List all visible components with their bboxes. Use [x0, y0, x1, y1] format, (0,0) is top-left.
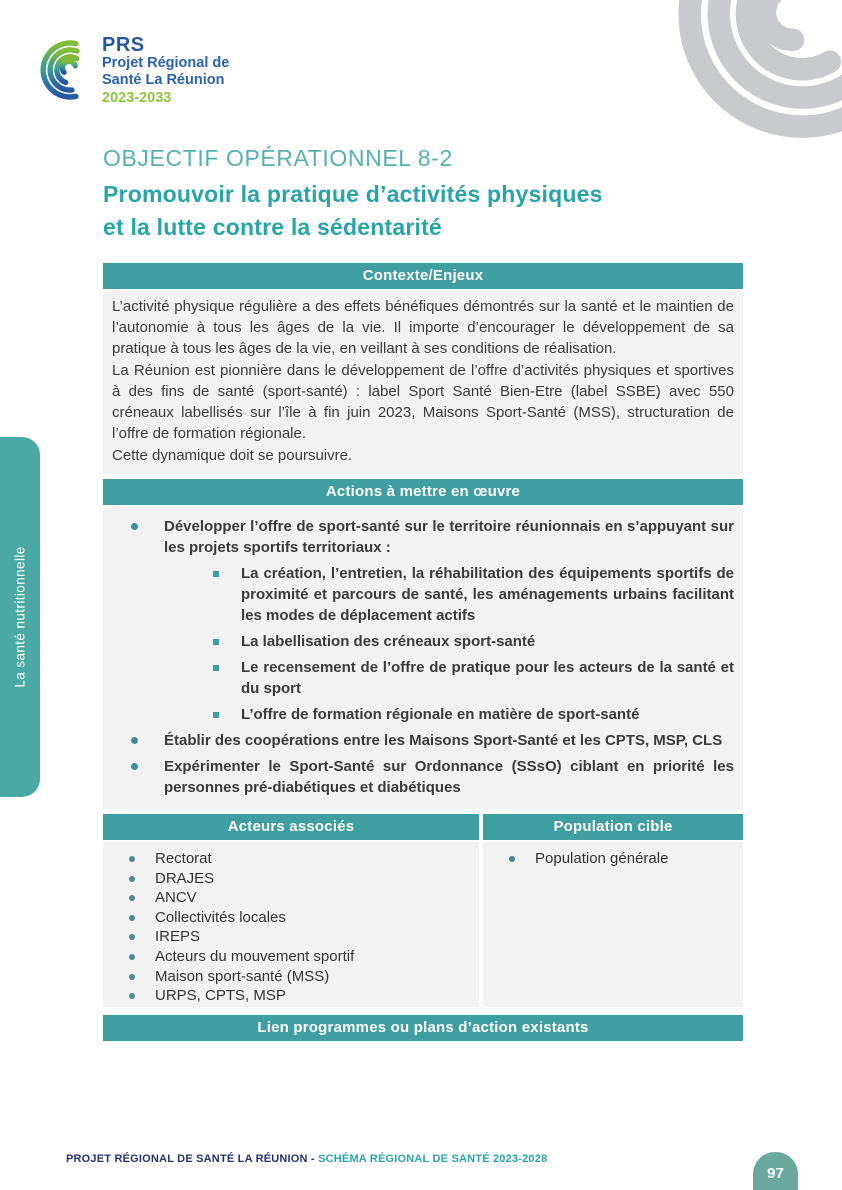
acteur-item-text: Acteurs du mouvement sportif [155, 947, 355, 965]
acteur-item-text: DRAJES [155, 869, 215, 887]
acteur-item-text: URPS, CPTS, MSP [155, 987, 286, 1005]
bullet-dot-icon [129, 895, 135, 901]
acteur-item [103, 927, 479, 947]
prs-logo [33, 33, 229, 107]
acteur-item-text: IREPS [155, 928, 201, 946]
action-item-text: L’offre de formation régionale en matière de sport-santé [241, 706, 640, 723]
chapter-tab [0, 437, 40, 797]
prs-logo-arcs-icon [33, 37, 93, 103]
action-item-text: Établir des coopérations entre les Maisons Sport-Santé et les CPTS, MSP, CLS [164, 732, 723, 749]
action-item [112, 730, 734, 751]
section-header-population: Population cible [483, 814, 743, 840]
acteur-item-text: Collectivités locales [155, 908, 286, 926]
acteur-item-text: Rectorat [155, 850, 212, 867]
bullet-dot-icon [131, 763, 138, 770]
action-item-text: La création, l’entretien, la réhabilitation des équipements sportifs de proximité et parcours de santé, les aménagements urbains facilitant les modes de déplacement actifs [241, 565, 734, 624]
action-item-text: Le recensement de l’offre de pratique pour les acteurs de la santé et du sport [241, 659, 734, 697]
bullet-dot-icon [129, 993, 135, 999]
section-population [483, 814, 743, 1007]
bullet-square-icon [213, 665, 219, 671]
page-number-badge: 97 [753, 1152, 798, 1190]
action-item-text: La labellisation des créneaux sport-santé [241, 633, 536, 650]
page-title-line2: et la lutte contre la sédentarité [103, 214, 442, 240]
bullet-square-icon [213, 639, 219, 645]
bullet-dot-icon [129, 915, 135, 921]
acteur-item [103, 967, 479, 987]
chapter-tab-label: La santé nutritionnelle [12, 546, 28, 688]
context-paragraph: Cette dynamique doit se poursuivre. [112, 447, 353, 464]
acteur-item [103, 869, 479, 889]
bullet-dot-icon [129, 954, 135, 960]
context-paragraph: La Réunion est pionnière dans le développement de l’offre d’activités physiques et sportives à des fins de santé (sport-santé) : label Sport Santé Bien-Etre (label SSBE) avec 550 créneaux labellisés sur l’île à fin juin 2023, Maisons Sport-Santé (MSS), structuration de l’offre de formation régionale. [112, 362, 734, 442]
action-item [112, 563, 734, 626]
page-title [103, 178, 743, 244]
action-item [112, 704, 734, 725]
section-contexte [103, 263, 743, 474]
acteur-item [103, 908, 479, 928]
context-paragraph: L’activité physique régulière a des effets bénéfiques démontrés sur la santé et le maintien de l’autonomie à tous les âges de la vie. Il importe d’encourager le développement de sa pratique à tous les âges de la vie, en veillant à ses conditions de réalisation. [112, 298, 734, 357]
page-title-line1: Promouvoir la pratique d’activités physiques [103, 181, 603, 207]
main-content [103, 145, 743, 1041]
acteur-item-text: ANCV [155, 889, 197, 907]
action-item [112, 516, 734, 558]
logo-years: 2023-2033 [102, 90, 172, 106]
actions-body [103, 507, 743, 809]
acteurs-body [103, 842, 479, 1007]
footer-text-schema: SCHÉMA RÉGIONAL DE SANTÉ 2023-2028 [318, 1153, 548, 1165]
acteur-item [103, 947, 479, 967]
bullet-dot-icon [129, 974, 135, 980]
footer-text-project: PROJET RÉGIONAL DE SANTÉ LA RÉUNION - [66, 1153, 319, 1165]
section-acteurs [103, 814, 479, 1007]
bullet-dot-icon [131, 523, 138, 530]
bullet-dot-icon [131, 737, 138, 744]
bullet-dot-icon [129, 876, 135, 882]
bullet-square-icon [213, 571, 219, 577]
logo-line1: Projet Régional de [102, 55, 230, 71]
footer-text [66, 1153, 547, 1165]
acteur-item-text: Maison sport-santé (MSS) [155, 967, 330, 985]
population-body [483, 842, 743, 1007]
prs-logo-text [102, 33, 229, 107]
section-header-actions: Actions à mettre en œuvre [103, 479, 743, 505]
action-item [112, 756, 734, 798]
two-column-row [103, 814, 743, 1007]
bullet-dot-icon [129, 856, 135, 862]
action-item [112, 657, 734, 699]
section-actions [103, 479, 743, 809]
acteur-item [103, 888, 479, 908]
action-item-text: Développer l’offre de sport-santé sur le territoire réunionnais en s’appuyant sur les projets sportifs territoriaux : [164, 518, 734, 556]
logo-acronym: PRS [102, 34, 145, 56]
population-item [483, 849, 743, 869]
bullet-dot-icon [129, 934, 135, 940]
bullet-square-icon [213, 712, 219, 718]
section-header-lien: Lien programmes ou plans d’action existants [103, 1015, 743, 1041]
bullet-dot-icon [509, 856, 515, 862]
acteur-item [103, 986, 479, 1006]
action-item [112, 631, 734, 652]
logo-line2: Santé La Réunion [102, 72, 225, 88]
section-header-contexte: Contexte/Enjeux [103, 263, 743, 289]
objective-kicker: OBJECTIF OPÉRATIONNEL 8-2 [103, 145, 453, 171]
action-item-text: Expérimenter le Sport-Santé sur Ordonnance (SSsO) ciblant en priorité les personnes pré-diabétiques et diabétiques [164, 758, 734, 796]
section-header-acteurs: Acteurs associés [103, 814, 479, 840]
contexte-body [103, 291, 743, 474]
acteur-item [103, 849, 479, 869]
population-item-text: Population générale [535, 850, 669, 867]
